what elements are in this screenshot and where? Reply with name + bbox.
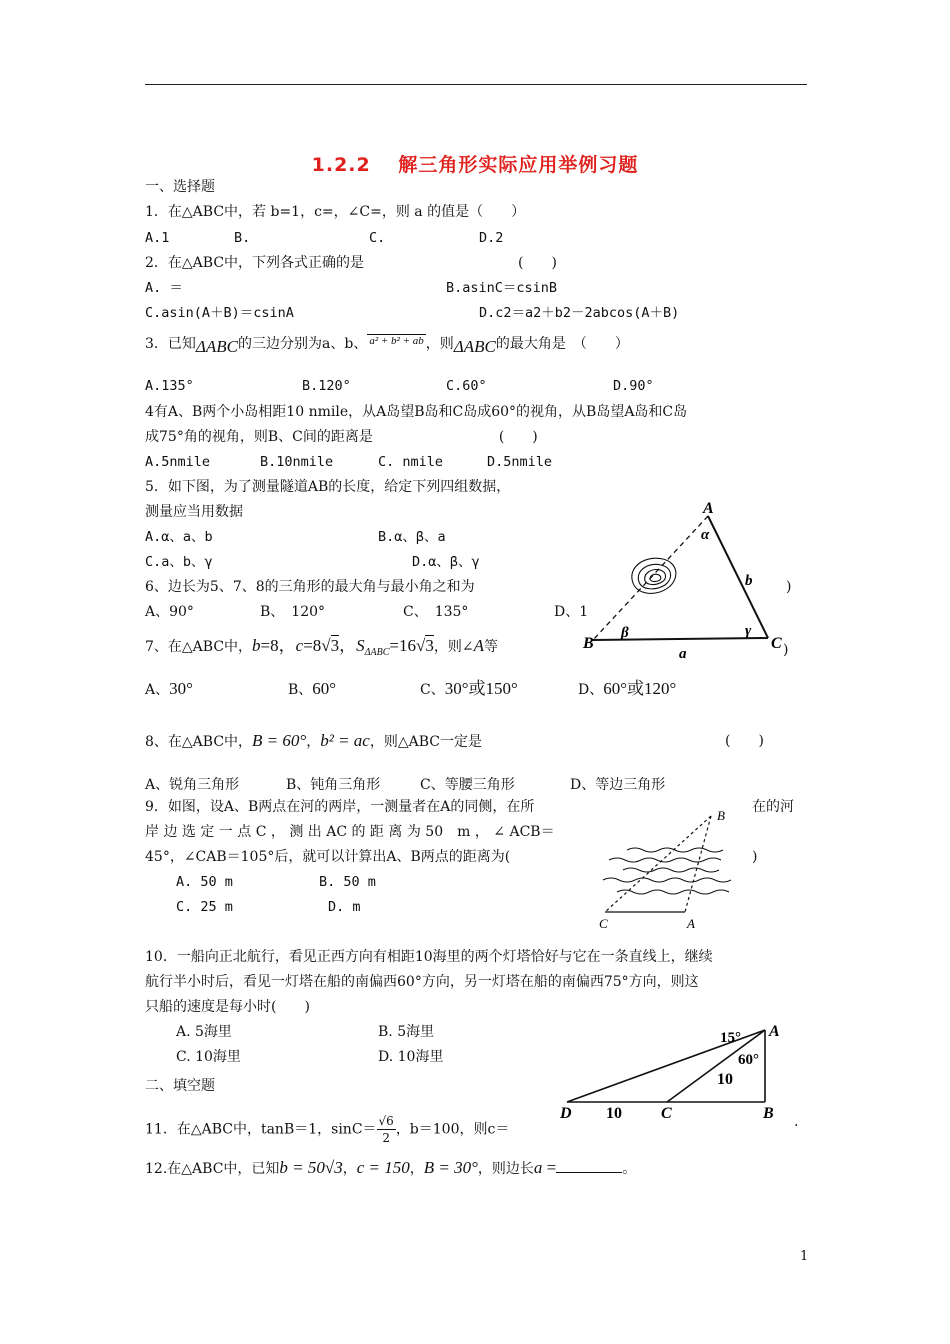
q8-option-d: D、等边三角形 <box>570 777 666 793</box>
q9-option-c: C. 25 m <box>176 899 233 915</box>
q7-b: b <box>252 636 261 655</box>
q12-cond-2: c = 150 <box>356 1158 410 1177</box>
lighthouse-figure <box>555 1020 800 1122</box>
q11-pre: 11．在△ABC中，tanB＝1，sinC＝ <box>145 1121 377 1138</box>
q2-option-d: D.c2＝a2＋b2－2abcos(A＋B) <box>479 305 680 321</box>
q3-triangle-2: ΔABC <box>453 337 496 356</box>
fig5-label-beta: β <box>621 625 629 641</box>
q7-eq1: =8 <box>260 636 279 655</box>
q7-c: c <box>295 636 304 655</box>
q7-option-c <box>420 680 518 699</box>
q2-option-b: B.asinC＝csinB <box>446 280 558 296</box>
fig10-label-b: B <box>763 1105 774 1122</box>
q3-option-b: B.120° <box>302 378 351 394</box>
page-title: 1.2.2 解三角形实际应用举例习题 <box>311 154 639 176</box>
q2-option-a: A. ＝ <box>145 280 183 296</box>
q12-post: ，则边长 <box>477 1161 534 1177</box>
q8-option-c: C、等腰三角形 <box>420 777 515 793</box>
q7-s-subscript: ΔABC <box>364 646 390 658</box>
fig9-label-b: B <box>717 808 725 823</box>
q9-option-d: D. m <box>328 899 361 915</box>
header-rule <box>145 84 807 85</box>
q7-option-d-value: 60°或120° <box>603 679 677 698</box>
q12-a: a <box>533 1158 543 1177</box>
question-9-line-3b: ) <box>752 849 758 865</box>
q2-option-c: C.asin(A＋B)＝csinA <box>145 305 294 321</box>
q7-eq3: =16 <box>389 636 416 655</box>
q3-option-d: D.90° <box>613 378 654 394</box>
q11-post: ，b＝100，则c＝ <box>395 1121 510 1138</box>
question-10-line-2: 航行半小时后，看见一灯塔在船的南偏西60°方向，另一灯塔在船的南偏西75°方向，则这 <box>145 974 699 990</box>
q7-option-a-label: A、 <box>145 682 170 698</box>
q8-answer-paren: ( ) <box>725 733 764 749</box>
fig10-length-dc: 10 <box>606 1105 622 1122</box>
question-2-stem: 2．在△ABC中，下列各式正确的是 ( ) <box>145 255 557 271</box>
question-9-line-2: 岸 边 选 定 一 点 C ， 测 出 AC 的 距 离 为 50 m ， ∠ ACB＝ <box>145 824 555 840</box>
fig5-label-a: A <box>703 500 714 517</box>
q1-option-b: B. <box>234 230 251 246</box>
q3-option-c: C.60° <box>446 378 487 394</box>
fig5-label-gamma: γ <box>745 623 752 639</box>
question-9-line-1b: 在的河 <box>752 799 794 815</box>
q3-post: 的最大角是 （ ） <box>495 336 629 352</box>
q9-option-b: B. 50 m <box>319 874 376 890</box>
section-heading-choice: 一、选择题 <box>145 179 215 195</box>
mountain-contours <box>632 558 676 593</box>
q4-option-d: D.5nmile <box>487 454 553 470</box>
q8-option-a: A、锐角三角形 <box>145 777 240 793</box>
question-6-stem: 6、边长为5、7、8的三角形的最大角与最小角之和为 <box>145 579 475 595</box>
fig9-label-a: A <box>687 916 695 931</box>
q7-pre: 7、在△ABC中， <box>145 639 253 655</box>
question-9-line-3a: 45°，∠CAB＝105°后，就可以计算出A、B两点的距离为( <box>145 849 511 865</box>
q12-answer-blank[interactable] <box>556 1158 622 1173</box>
q6-option-d: D、1 <box>554 604 589 620</box>
q6-option-c: C、 135° <box>403 604 469 620</box>
question-7-stem: 7、在△ABC中，b=8，c=8√3，$S_{\Delta ABC}=16√3$，则∠A等 <box>145 636 498 658</box>
q7-option-b-label: B、 <box>288 682 313 698</box>
q9-option-a: A. 50 m <box>176 874 233 890</box>
river-figure <box>595 806 745 934</box>
q11-fraction-numerator: √6 <box>378 1114 394 1128</box>
question-11-stem <box>145 1113 509 1146</box>
q5-option-d: D.α、β、γ <box>412 554 480 570</box>
q7-option-d <box>578 680 676 699</box>
question-4-line-2: 成75°角的视角，则B、C间的距离是 ( ) <box>145 429 538 445</box>
q5-option-b: B.α、β、a <box>378 529 446 545</box>
q8-post: ，则△ABC一定是 <box>369 734 482 750</box>
question-10-line-1: 10．一船向正北航行，看见正西方向有相距10海里的两个灯塔恰好与它在一条直线上，继续 <box>145 949 713 965</box>
q3-triangle: ΔABC <box>195 337 239 356</box>
q3-option-a: A.135° <box>145 378 194 394</box>
question-5-line-1: 5．如下图，为了测量隧道AB的长度，给定下列四组数据， <box>145 479 511 495</box>
q8-pre: 8、在△ABC中， <box>145 734 253 750</box>
fig5-label-c: C <box>771 635 782 652</box>
q12-end: 。 <box>622 1161 637 1177</box>
q11-fraction-denominator: 2 <box>382 1131 390 1145</box>
question-12-stem: 12.在△ABC中，已知b = 50√3，c = 150，B = 30°，则边长a = 。 <box>145 1158 637 1177</box>
tunnel-triangle-figure <box>575 495 790 660</box>
q10-option-a: A. 5海里 <box>176 1024 232 1040</box>
fig10-angle-15: 15° <box>720 1030 741 1046</box>
fig5-label-side-b: b <box>745 573 753 589</box>
fig5-label-side-a: a <box>679 646 687 660</box>
q8-cond-1: B = 60° <box>252 731 307 750</box>
question-4-line-1: 4有A、B两个小岛相距10 nmile，从A岛望B岛和C岛成60°的视角，从B岛望A岛和C岛 <box>145 404 688 420</box>
q7-post: ，则∠ <box>433 639 474 655</box>
q6-option-a: A、90° <box>145 604 194 620</box>
fig5-label-alpha: α <box>701 527 710 543</box>
fig10-length-ac: 10 <box>717 1071 733 1088</box>
q8-cond-2: b² = ac <box>320 731 370 750</box>
q3-mid2: ，则 <box>425 336 454 352</box>
q12-pre: 12.在△ABC中，已知 <box>145 1161 280 1177</box>
q10-option-d: D. 10海里 <box>378 1049 444 1065</box>
question-5-line-2: 测量应当用数据 <box>145 504 243 520</box>
q7-option-c-value: 30°或150° <box>444 679 518 698</box>
question-8-stem: 8、在△ABC中，B = 60°，b² = ac，则△ABC一定是 <box>145 731 482 750</box>
fig10-label-a: A <box>769 1023 780 1040</box>
fig10-label-d: D <box>560 1105 572 1122</box>
q11-end-dot: . <box>794 1114 799 1130</box>
q7-sqrt-3: 3 <box>330 636 340 655</box>
q7-option-a-value: 30° <box>169 679 193 698</box>
q3-sqrt-expression: a² + b² + ab <box>369 335 424 347</box>
q7-option-d-label: D、 <box>578 682 604 698</box>
question-9-line-1a: 9．如图，设A、B两点在河的两岸，一测量者在A的同侧，在所 <box>145 799 535 815</box>
q4-option-a: A.5nmile <box>145 454 211 470</box>
q6-option-b: B、 120° <box>260 604 326 620</box>
q1-option-d: D.2 <box>479 230 504 246</box>
q1-option-c: C. <box>369 230 386 246</box>
q7-option-b-value: 60° <box>312 679 337 698</box>
question-10-line-3: 只船的速度是每小时( ) <box>145 999 310 1015</box>
q11-fraction <box>377 1113 396 1146</box>
q5-option-a: A.α、a、b <box>145 529 213 545</box>
q7-s: S <box>356 636 365 655</box>
river-waves <box>603 848 731 894</box>
q12-cond-3: B = 30° <box>423 1158 478 1177</box>
q7-angle-a: A <box>473 636 484 655</box>
q7-eq2: =8 <box>303 636 322 655</box>
question-3-stem <box>145 334 629 354</box>
q3-mid: 的三边分别为a、b、 <box>238 336 368 352</box>
q7-close-paren: ) <box>783 642 789 658</box>
q7-option-c-label: C、 <box>420 682 445 698</box>
q5-option-c: C.a、b、γ <box>145 554 213 570</box>
q8-option-b: B、钝角三角形 <box>286 777 381 793</box>
q6-close-paren: ) <box>786 579 792 595</box>
page-number: 1 <box>800 1249 809 1264</box>
q7-sqrt-3b: 3 <box>425 636 434 655</box>
q10-option-b: B. 5海里 <box>378 1024 435 1040</box>
q7-option-b <box>288 680 336 699</box>
q12-eq: = <box>542 1158 557 1177</box>
section-heading-fill-in: 二、填空题 <box>145 1078 215 1094</box>
q10-option-c: C. 10海里 <box>176 1049 241 1065</box>
q7-post2: 等 <box>483 639 498 655</box>
q1-option-a: A.1 <box>145 230 170 246</box>
q3-pre: 3．已知 <box>145 336 196 352</box>
q4-option-c: C. nmile <box>378 454 444 470</box>
fig5-label-b: B <box>583 635 594 652</box>
fig10-label-c: C <box>661 1105 672 1122</box>
fig10-angle-60: 60° <box>738 1052 759 1068</box>
question-1-stem: 1．在△ABC中，若 b=1，c=，∠C=，则 a 的值是（ ） <box>145 204 526 220</box>
fig9-label-c: C <box>599 916 608 931</box>
q12-cond-1: b = 50√3 <box>279 1158 343 1177</box>
q4-option-b: B.10nmile <box>260 454 334 470</box>
q7-option-a <box>145 680 193 699</box>
